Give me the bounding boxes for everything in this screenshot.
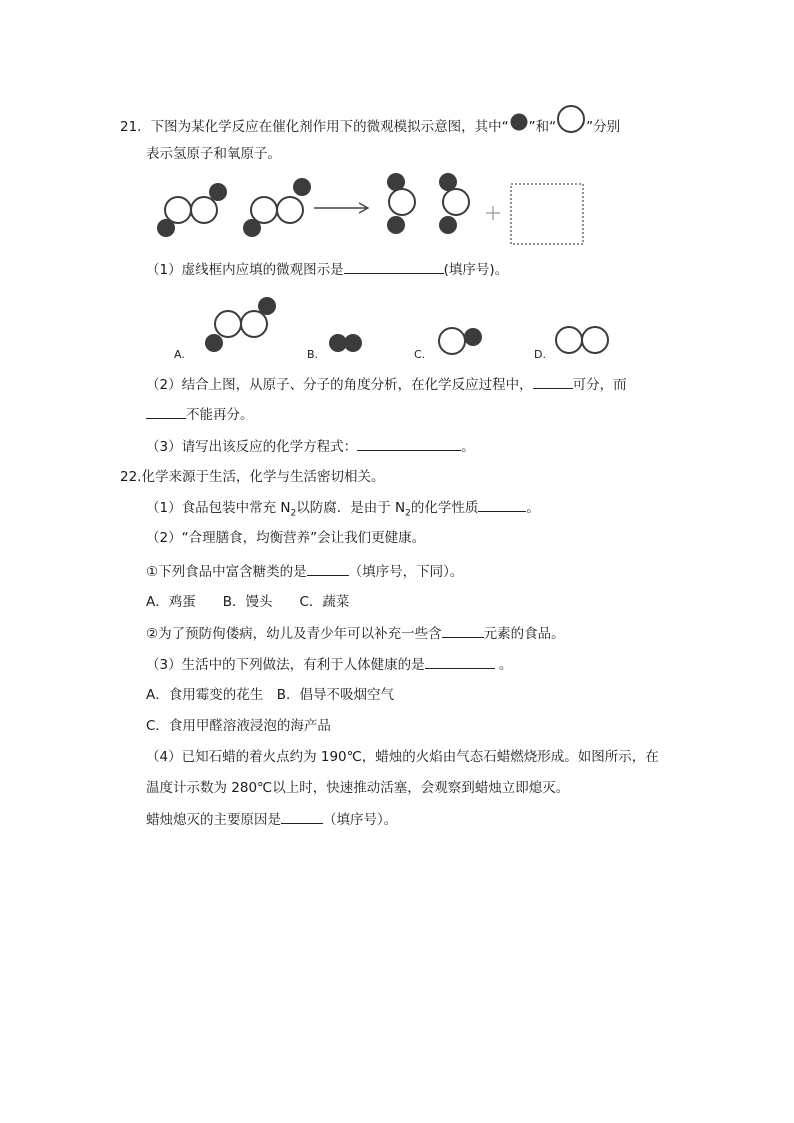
q21-part3: （3）请写出该反应的化学方程式： 。: [146, 439, 475, 455]
q22-part4-line1: （4）已知石蜡的着火点约为 190℃，蜡烛的火焰由气态石蜡燃烧形成。如图所示，在: [146, 749, 659, 765]
option-d-label: D.: [534, 348, 546, 361]
reaction-diagram: [140, 172, 740, 252]
q21-part1-blank[interactable]: [344, 260, 444, 274]
plus-icon: [486, 206, 500, 220]
q22-part2: （2）“合理膳食，均衡营养”会让我们更健康。: [146, 530, 426, 546]
q21-part1: （1）虚线框内应填的微观图示是 (填序号)。: [146, 262, 509, 278]
option-b-diagram: [328, 330, 368, 360]
q21-stem-line2: 表示氢原子和氧原子。: [146, 146, 281, 162]
q21-part2-line2: 不能再分。: [146, 405, 254, 424]
oxygen-legend-icon: [556, 118, 586, 136]
reactant-molecule-2: [243, 178, 311, 237]
q21-part2-blank1[interactable]: [533, 375, 573, 389]
reactant-molecule-1: [157, 183, 227, 237]
q22-part3: （3）生活中的下列做法，有利于人体健康的是 。: [146, 657, 513, 673]
q21-stem-line1: [120, 118, 620, 136]
q22-part1-blank[interactable]: [478, 498, 526, 512]
q22-part4-line2: 温度计示数为 280℃以上时，快速推动活塞，会观察到蜡烛立即熄灭。: [146, 780, 570, 796]
q22-part2b-blank[interactable]: [442, 624, 484, 638]
q22-part1: （1）食品包装中常充 $N_2$以防腐．是由于 $N_2$的化学性质 。: [146, 500, 540, 519]
option-b-label: B.: [307, 348, 319, 361]
option-c-label: C.: [414, 348, 426, 361]
option-c-diagram: [436, 324, 496, 364]
q22-part2a-options: A．鸡蛋 B．馒头 C．蔬菜: [146, 594, 350, 610]
q21-part2-line1: （2）结合上图，从原子、分子的角度分析，在化学反应过程中， 可分，而: [146, 377, 627, 393]
product-molecule-1: [387, 173, 415, 234]
q21-stem-pre: 21．下图为某化学反应在催化剂作用下的微观模拟示意图，其中“: [120, 119, 509, 135]
hydrogen-legend-icon: [509, 118, 529, 136]
q22-part3-option2: C．食用甲醛溶液浸泡的海产品: [146, 718, 331, 734]
q21-stem-post: ”分别: [586, 119, 621, 135]
answer-dashed-box: [511, 184, 583, 244]
q22-stem: 22.化学来源于生活，化学与生活密切相关。: [120, 469, 385, 485]
q22-part2a: ①下列食品中富含糖类的是 （填序号，下同）。: [146, 564, 464, 580]
q22-part3-blank[interactable]: [425, 655, 495, 669]
q22-part3-option1: A．食用霉变的花生 B．倡导不吸烟空气: [146, 687, 394, 703]
product-molecule-2: [439, 173, 469, 234]
q22-part2b: ②为了预防佝偻病，幼儿及青少年可以补充一些含 元素的食品。: [146, 626, 565, 642]
q21-part2-blank2[interactable]: [146, 405, 186, 419]
q22-part4-blank[interactable]: [281, 810, 323, 824]
q21-stem-mid: ”和“: [528, 119, 557, 135]
q21-part3-blank[interactable]: [357, 437, 461, 451]
option-d-diagram: [553, 322, 623, 362]
q22-part2a-blank[interactable]: [307, 562, 349, 576]
option-a-diagram: [200, 296, 290, 356]
reaction-arrow-icon: [314, 203, 368, 213]
q22-part4-line3: 蜡烛熄灭的主要原因是 （填序号）。: [146, 812, 398, 828]
option-a-label: A.: [174, 348, 185, 361]
